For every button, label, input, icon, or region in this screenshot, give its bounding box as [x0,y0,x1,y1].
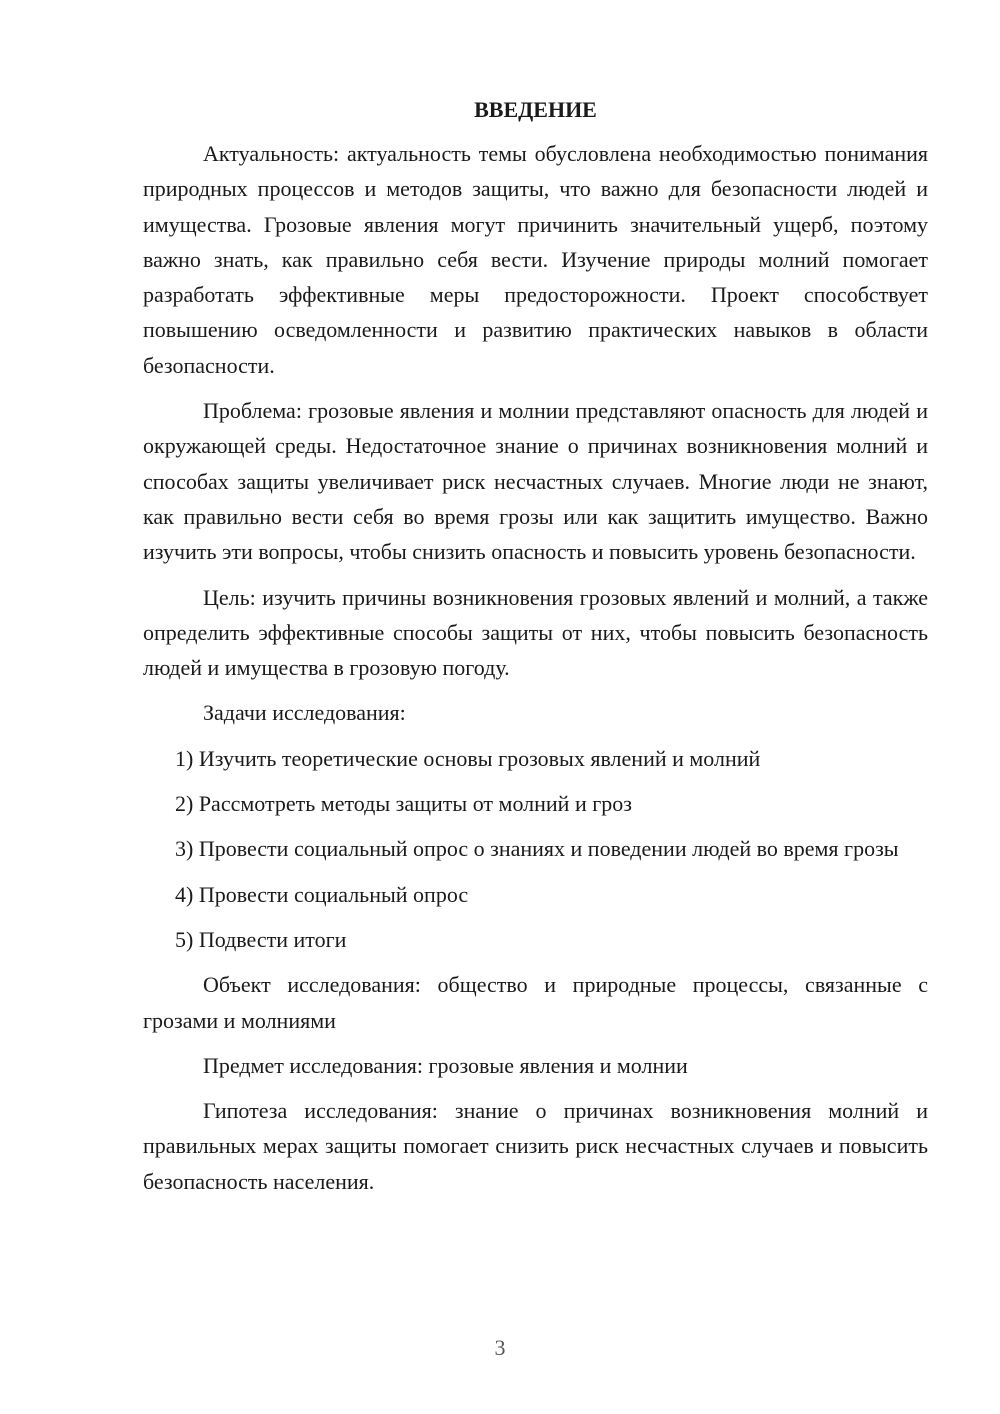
subject-paragraph: Предмет исследования: грозовые явления и молнии [203,1052,688,1078]
task-item-5: 5) Подвести итоги [175,926,347,952]
problem-paragraph: Проблема: грозовые явления и молнии представляют опасность для людей и окружающей среды. Недостаточное знание о причинах возникновения молний и способах защиты увеличивает риск несчастных случаев. Многие люди не знают, как правильно вести себя во время грозы или как защитить имущество. Важно изучить эти вопросы, чтобы снизить опасность и повысить уровень безопасности. [143,398,928,565]
task-item-4: 4) Провести социальный опрос [175,881,469,907]
task-item-1: 1) Изучить теоретические основы грозовых явлений и молний [175,745,761,771]
task-item-2: 2) Рассмотреть методы защиты от молний и гроз [175,791,632,817]
object-paragraph: Объект исследования: общество и природные процессы, связанные с грозами и молниями [143,972,928,1033]
section-heading: ВВЕДЕНИЕ [474,97,597,122]
page-body [143,96,928,1209]
task-item-3: 3) Провести социальный опрос о знаниях и поведении людей во время грозы [175,836,899,862]
hypothesis-paragraph: Гипотеза исследования: знание о причинах возникновения молний и правильных мерах защиты помогает снизить риск несчастных случаев и повысить безопасность населения. [143,1098,928,1194]
tasks-heading: Задачи исследования: [203,700,406,726]
page-number: 3 [494,1335,506,1360]
goal-paragraph: Цель: изучить причины возникновения грозовых явлений и молний, а также определить эффективные способы защиты от них, чтобы повысить безопасность людей и имущества в грозовую погоду. [143,584,928,681]
relevance-paragraph: Актуальность: актуальность темы обусловлена необходимостью понимания природных процессов и методов защиты, что важно для безопасности людей и имущества. Грозовые явления могут причинить значительный ущерб, поэтому важно знать, как правильно себя вести. Изучение природы молний помогает разработать эффективные меры предосторожности. Проект способствует повышению осведомленности и развитию практических навыков в области безопасности. [143,141,928,378]
